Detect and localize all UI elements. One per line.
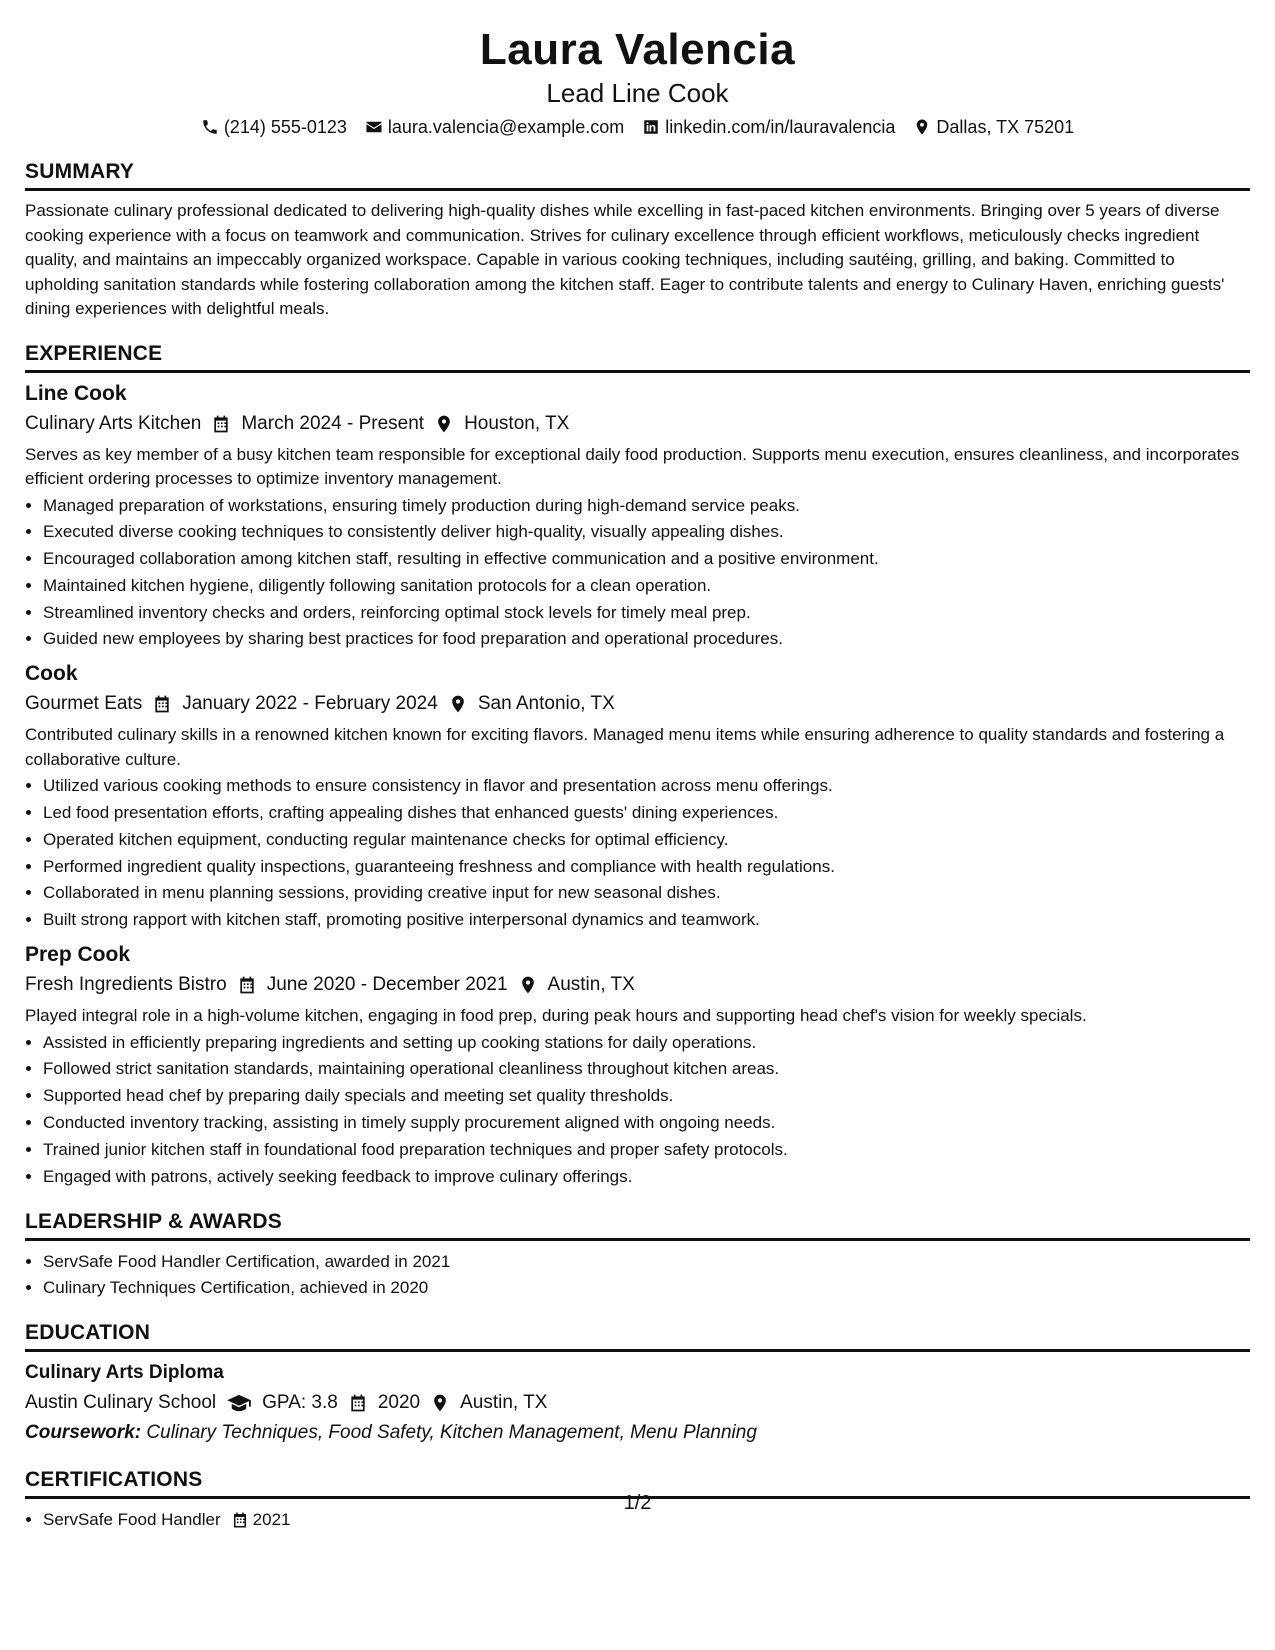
candidate-headline: Lead Line Cook [546, 78, 729, 108]
experience-entry [25, 940, 1250, 1190]
job-location: San Antonio, TX [477, 693, 615, 715]
education-section [25, 1319, 1250, 1448]
list-item: • Culinary Techniques Certification, achieved in 2020 [43, 1275, 1250, 1301]
list-item: • Streamlined inventory checks and orders, reinforcing optimal stock levels for timely meal prep. [43, 600, 1250, 627]
contact-email[interactable] [365, 114, 624, 140]
job-meta [25, 409, 1250, 439]
job-dates: June 2020 - December 2021 [266, 974, 508, 996]
contact-linkedin[interactable] [642, 114, 895, 140]
degree-title: Culinary Arts Diploma [25, 1362, 224, 1384]
map-pin-icon [518, 975, 538, 995]
contact-bar [25, 114, 1250, 140]
job-title: Line Cook [25, 381, 127, 405]
job-bullets [25, 1030, 1250, 1191]
list-item: • Guided new employees by sharing best practices for food preparation and operational procedures. [43, 626, 1250, 653]
list-item: • ServSafe Food Handler Certification, awarded in 2021 [43, 1249, 1250, 1275]
list-item: • Conducted inventory tracking, assisting in timely supply procurement aligned with ongoing needs. [43, 1110, 1250, 1137]
education-year: 2020 [377, 1392, 421, 1414]
job-company: Gourmet Eats [25, 693, 143, 715]
experience-heading: EXPERIENCE [25, 340, 1250, 373]
school-name: Austin Culinary School [25, 1392, 217, 1414]
education-gpa: GPA: 3.8 [262, 1392, 338, 1414]
coursework-line [25, 1418, 1250, 1448]
candidate-name: Laura Valencia [479, 25, 796, 74]
graduation-cap-icon [226, 1393, 252, 1413]
list-item: • Assisted in efficiently preparing ingredients and setting up cooking stations for daily operations. [43, 1030, 1250, 1057]
leadership-section [25, 1208, 1250, 1301]
job-description: Serves as key member of a busy kitchen team responsible for exceptional daily food production. Supports menu execution, ensures cleanliness, and incorporates efficient ordering processes to optimize inventory management. [25, 444, 1240, 488]
map-pin-icon [430, 1393, 450, 1413]
contact-linkedin-text[interactable]: linkedin.com/in/lauravalencia [665, 117, 896, 137]
certification-name: • ServSafe Food Handler [43, 1510, 221, 1530]
job-title: Cook [25, 662, 78, 686]
job-dates: March 2024 - Present [241, 412, 425, 434]
job-company: Culinary Arts Kitchen [25, 412, 202, 434]
envelope-icon [365, 118, 383, 136]
education-heading: EDUCATION [25, 1319, 1250, 1352]
leadership-list [25, 1249, 1250, 1301]
coursework-text: Culinary Techniques, Food Safety, Kitchen Management, Menu Planning [146, 1422, 757, 1444]
map-pin-icon [913, 118, 931, 136]
linkedin-icon [642, 118, 660, 136]
list-item: • Supported head chef by preparing daily specials and meeting set quality thresholds. [43, 1083, 1250, 1110]
contact-phone-text: (214) 555-0123 [223, 117, 347, 137]
calendar-icon [348, 1393, 368, 1413]
list-item: • Collaborated in menu planning sessions, providing creative input for new seasonal dishes. [43, 880, 1250, 907]
calendar-icon [237, 975, 257, 995]
education-location: Austin, TX [460, 1392, 548, 1414]
list-item: • Operated kitchen equipment, conducting regular maintenance checks for optimal efficiency. [43, 827, 1250, 854]
job-location: Houston, TX [464, 412, 570, 434]
list-item: • Executed diverse cooking techniques to consistently deliver high-quality, visually appealing dishes. [43, 519, 1250, 546]
calendar-icon [152, 694, 172, 714]
list-item: • Managed preparation of workstations, ensuring timely production during high-demand service peaks. [43, 493, 1250, 520]
list-item: • Led food presentation efforts, crafting appealing dishes that enhanced guests' dining experiences. [43, 800, 1250, 827]
job-description: Played integral role in a high-volume kitchen, engaging in food prep, during peak hours and supporting head chef's vision for weekly specials. [25, 1006, 1087, 1026]
list-item: • Utilized various cooking methods to ensure consistency in flavor and presentation across menu offerings. [43, 773, 1250, 800]
list-item: • Performed ingredient quality inspections, guaranteeing freshness and compliance with health regulations. [43, 854, 1250, 881]
list-item: • Built strong rapport with kitchen staff, promoting positive interpersonal dynamics and teamwork. [43, 907, 1250, 934]
job-bullets [25, 493, 1250, 654]
calendar-icon [211, 414, 231, 434]
resume-header [25, 24, 1250, 140]
contact-location-text: Dallas, TX 75201 [936, 117, 1075, 137]
job-description: Contributed culinary skills in a renowned kitchen known for exciting flavors. Managed menu items while ensuring adherence to quality standards and fostering a collaborative culture. [25, 725, 1225, 769]
contact-location [913, 114, 1074, 140]
list-item: • Trained junior kitchen staff in foundational food preparation techniques and proper safety protocols. [43, 1137, 1250, 1164]
job-meta [25, 970, 1250, 1000]
coursework-label: Coursework: [25, 1422, 142, 1444]
list-item: • Maintained kitchen hygiene, diligently following sanitation protocols for a clean operation. [43, 573, 1250, 600]
experience-entry [25, 659, 1250, 934]
job-location: Austin, TX [547, 974, 635, 996]
experience-entry [25, 379, 1250, 654]
certification-year: 2021 [252, 1510, 291, 1530]
summary-text: Passionate culinary professional dedicated to delivering high-quality dishes while excelling in fast-paced kitchen environments. Bringing over 5 years of diverse cooking experience with a focus on teamwork and communication. Strives for culinary excellence through efficient workflows, meticulously checks ingredient quality, and maintains an impeccably organized workspace. Capable in various cooking techniques, including sautéing, grilling, and baking. Committed to upholding sanitation standards while fostering collaboration among the kitchen staff. Eager to contribute talents and energy to Culinary Haven, enriching guests' dining experiences with delightful meals. [25, 201, 1225, 318]
job-dates: January 2022 - February 2024 [182, 693, 438, 715]
education-meta [25, 1388, 1250, 1418]
list-item: • Engaged with patrons, actively seeking feedback to improve culinary offerings. [43, 1164, 1250, 1191]
leadership-heading: LEADERSHIP & AWARDS [25, 1208, 1250, 1241]
contact-email-text[interactable]: laura.valencia@example.com [387, 117, 625, 137]
page-number: 1/2 [623, 1492, 652, 1514]
summary-section [25, 158, 1250, 322]
map-pin-icon [434, 414, 454, 434]
phone-icon [201, 118, 219, 136]
experience-section [25, 340, 1250, 1191]
contact-phone [201, 114, 347, 140]
summary-heading: SUMMARY [25, 158, 1250, 191]
list-item: • Followed strict sanitation standards, maintaining operational cleanliness throughout kitchen areas. [43, 1056, 1250, 1083]
map-pin-icon [448, 694, 468, 714]
job-company: Fresh Ingredients Bistro [25, 974, 227, 996]
list-item: • Encouraged collaboration among kitchen staff, resulting in effective communication and a positive environment. [43, 546, 1250, 573]
job-bullets [25, 773, 1250, 934]
certifications-heading: CERTIFICATIONS [25, 1466, 1250, 1499]
job-meta [25, 689, 1250, 719]
job-title: Prep Cook [25, 943, 131, 967]
